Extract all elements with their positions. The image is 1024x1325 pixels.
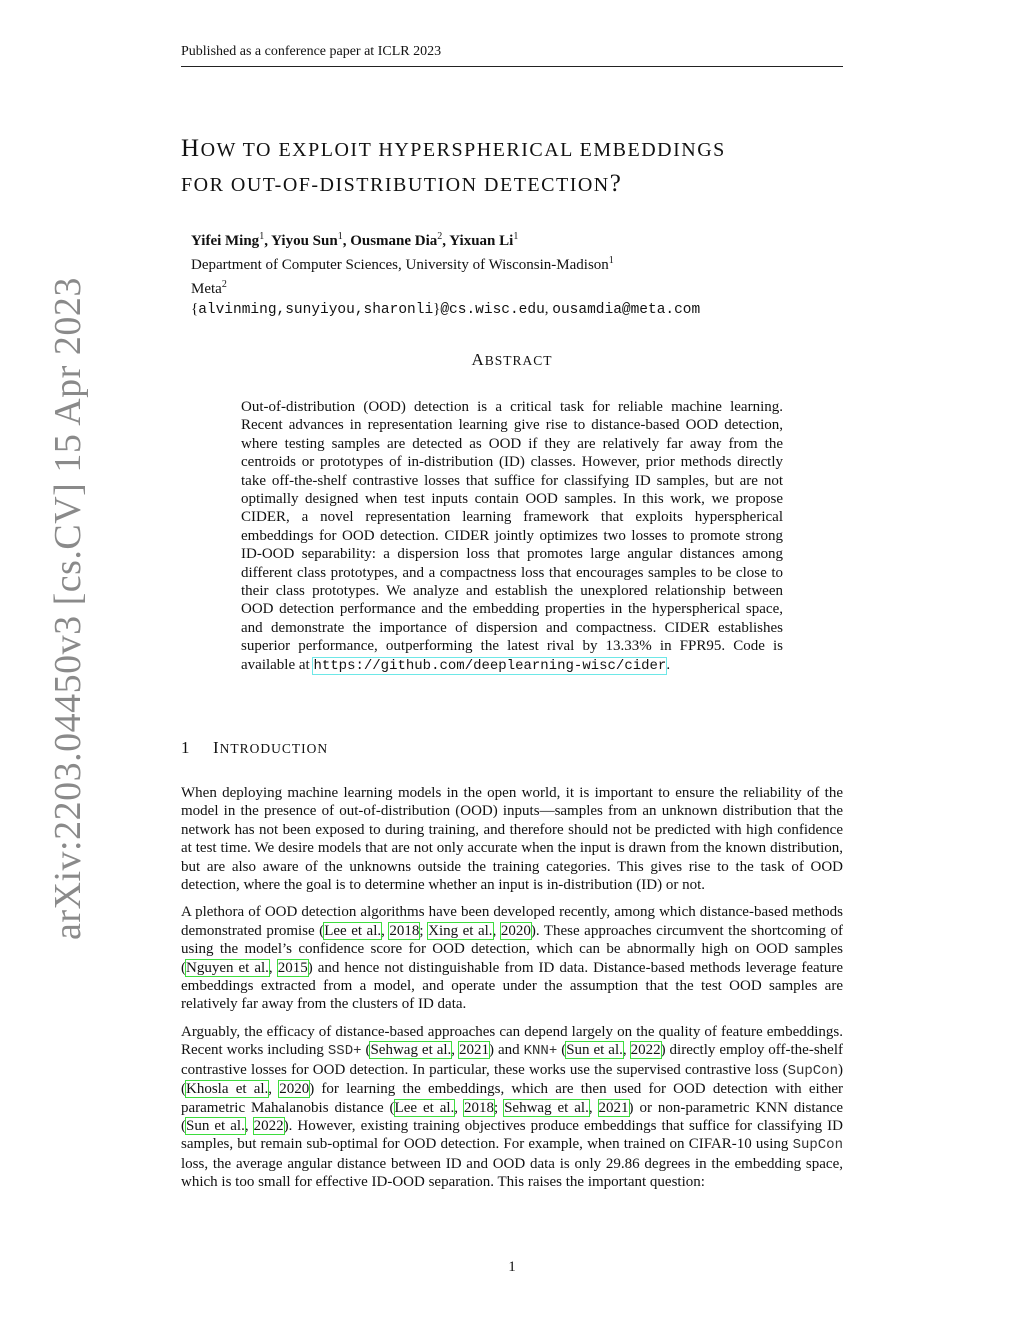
author-block xyxy=(191,227,851,320)
affiliation-1: Department of Computer Sciences, University of Wisconsin-Madison$^1$ xyxy=(191,255,614,273)
author-name: Ousmane Dia xyxy=(350,233,438,249)
citation-link[interactable]: Xing et al. xyxy=(428,922,493,939)
page-number: 1 xyxy=(508,1259,516,1275)
author-emails: {alvinming,sunyiyou,sharonli}@cs.wisc.edu, ousamdia@meta.com xyxy=(191,301,701,318)
method-name: SupCon xyxy=(792,1137,843,1154)
citation-link[interactable]: Sehwag et al. xyxy=(504,1099,589,1116)
citation-link[interactable]: 2022 xyxy=(253,1117,284,1134)
paragraph: When deploying machine learning models in the open world, it is important to ensure the reliability of the model in the presence of out-of-distribution (OOD) inputs—samples from an unknown distribution that the network has not been exposed to during training, and therefore should not be predicted with high confidence at test time. We desire models that are not only accurate when the input is drawn from the known distribution, but are also aware of the unknowns outside the training categories. This gives rise to the task of OOD detection, where the goal is to determine whether an input is in-distribution (ID) or not. xyxy=(181,785,843,894)
code-link[interactable]: https://github.com/deeplearning-wisc/cider xyxy=(313,657,667,674)
section-heading: 1 INTRODUCTION xyxy=(181,738,329,757)
citation-link[interactable]: Sun et al. xyxy=(566,1042,623,1059)
citation-link[interactable]: 2021 xyxy=(459,1042,490,1059)
title-question-mark: ? xyxy=(609,170,623,197)
running-header: Published as a conference paper at ICLR 2023 xyxy=(181,44,843,67)
title-line2: FOR OUT-OF-DISTRIBUTION DETECTION xyxy=(181,174,610,196)
citation-link[interactable]: 2021 xyxy=(598,1099,629,1116)
introduction-body xyxy=(181,784,843,1201)
citation-link[interactable]: 2018 xyxy=(389,922,420,939)
paragraph: A plethora of OOD detection algorithms have been developed recently, among which distance-based methods demonstrated promise (Lee et al., 2018; Xing et al., 2020). These approaches circumvent the shortcoming of using the model’s confidence score for OOD detection, which can be abnormally high on OOD samples (Nguyen et al., 2015) and hence not distinguishable from ID data. Distance-based methods leverage feature embeddings extracted from a model, and operate under the assumption that the test OOD samples are relatively far away from the clusters of ID data. xyxy=(181,904,844,1013)
paragraph: Arguably, the efficacy of distance-based approaches can depend largely on the quality of feature embeddings. Recent works including SSD+ (Sehwag et al., 2021) and KNN+ (Sun et al., 2022) directly employ off-the-shelf contrastive losses for OOD detection. In particular, these works use the supervised contrastive loss (SupCon) (Khosla et al., 2020) for learning the embeddings, which are then used for OOD detection with either parametric Mahalanobis distance (Lee et al., 2018; Sehwag et al., 2021) or non-parametric KNN distance (Sun et al., 2022). However, existing training objectives produce embeddings that suffice for classifying ID samples, but remain sub-optimal for OOD detection. For example, when trained on CIFAR-10 using SupCon loss, the average angular distance between ID and OOD data is only 29.86 degrees in the embedding space, which is too small for effective ID-OOD separation. This raises the important question: xyxy=(181,1023,844,1191)
affiliation-2: Meta$^2$ xyxy=(191,279,227,297)
author-names: Yifei Ming$^1$, Yiyou Sun$^1$, Ousmane Dia$^2$, Yixuan Li$^1$ xyxy=(191,231,519,249)
method-name: SSD+ xyxy=(327,1043,362,1060)
title-initial: H xyxy=(181,135,201,162)
abstract-text: Out-of-distribution (OOD) detection is a critical task for reliable machine learning. Recent advances in representation learning give rise to distance-based OOD detection, where testing samples are detected as OOD if they are relatively far away from the centroids or prototypes of in-distribution (ID) classes. However, prior methods directly take off-the-shelf contrastive losses that suffice for classifying ID samples, but are not optimally designed when test inputs contain OOD samples. In this work, we propose CIDER, a novel representation learning framework that exploits hyperspherical embeddings for OOD detection. CIDER jointly optimizes two losses to promote strong ID-OOD separability: a dispersion loss that promotes large angular distances among different class prototypes, and a compactness loss that encourages samples to be close to their class prototypes. We analyze and establish the unexplored relationship between OOD detection performance and the embedding properties in the hyperspherical space, and demonstrate the importance of dispersion and compactness. CIDER establishes superior performance, outperforming the latest rival by 13.33% in FPR95. Code is available at https://github.com/deeplearning-wisc/cider. xyxy=(241,399,783,674)
author-name: Yiyou Sun xyxy=(271,233,338,249)
citation-link[interactable]: Khosla et al. xyxy=(186,1081,269,1098)
title-line1: OW TO EXPLOIT HYPERSPHERICAL EMBEDDINGS xyxy=(200,139,726,161)
author-name: Yifei Ming xyxy=(191,233,260,249)
abstract-heading: ABSTRACT xyxy=(471,350,553,369)
arxiv-identifier: arXiv:2203.04450v3 [cs.CV] 15 Apr 2023 xyxy=(47,277,89,940)
citation-link[interactable]: Lee et al. xyxy=(324,922,382,939)
citation-link[interactable]: Lee et al. xyxy=(394,1099,455,1116)
citation-link[interactable]: 2020 xyxy=(279,1081,310,1098)
paper-title xyxy=(181,132,861,202)
author-name: Yixuan Li xyxy=(449,233,514,249)
citation-link[interactable]: Sehwag et al. xyxy=(370,1042,452,1059)
citation-link[interactable]: Sun et al. xyxy=(186,1117,245,1134)
method-name: KNN+ xyxy=(523,1043,558,1060)
citation-link[interactable]: 2018 xyxy=(463,1099,494,1116)
citation-link[interactable]: Nguyen et al. xyxy=(186,959,269,976)
method-name: SupCon xyxy=(787,1062,838,1079)
citation-link[interactable]: 2020 xyxy=(500,922,531,939)
citation-link[interactable]: 2022 xyxy=(630,1042,661,1059)
citation-link[interactable]: 2015 xyxy=(277,959,308,976)
